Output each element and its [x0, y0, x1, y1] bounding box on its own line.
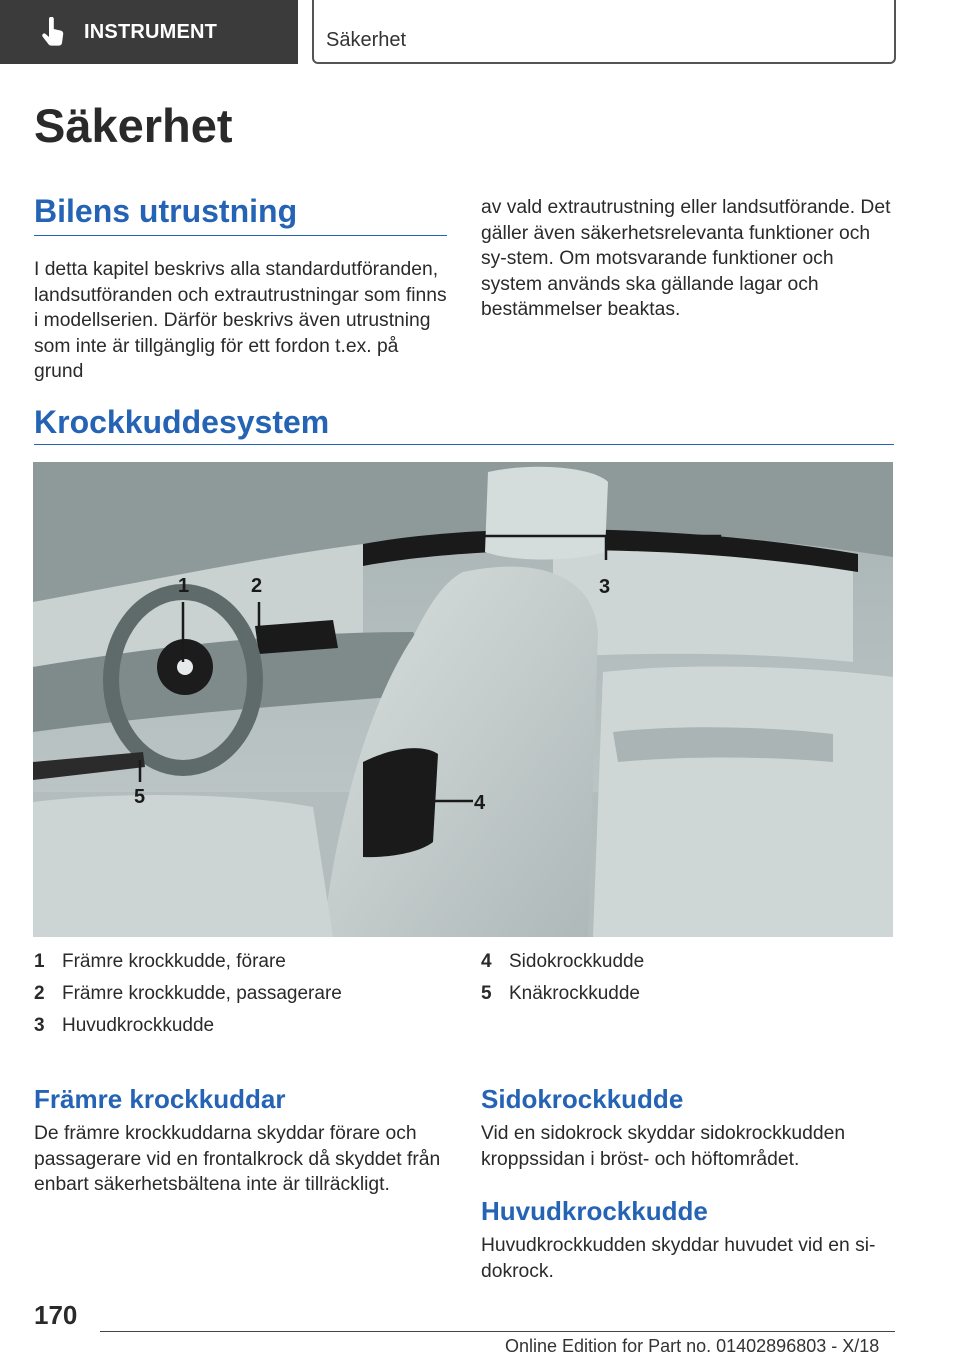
section-header [312, 0, 896, 64]
callout-3: 3 [599, 576, 611, 598]
tap-hand-icon [40, 17, 66, 47]
legend-text: Knäkrockkudde [509, 983, 640, 1004]
legend-item [481, 946, 644, 978]
section-title-airbag-system: Krockkuddesystem [34, 404, 330, 440]
page-title: Säkerhet [34, 99, 233, 152]
figure-legend-right [481, 946, 644, 1010]
legend-number: 3 [34, 1015, 45, 1036]
legend-number: 4 [481, 951, 492, 972]
legend-number: 1 [34, 951, 45, 972]
legend-text: Främre krockkudde, förare [62, 951, 286, 972]
legend-text: Främre krockkudde, passagerare [62, 983, 342, 1004]
section-rule [34, 444, 894, 445]
callout-5: 5 [134, 786, 146, 808]
legend-number: 5 [481, 983, 492, 1004]
callout-2: 2 [251, 575, 263, 597]
section-rule [34, 235, 447, 236]
footer-rule [100, 1331, 895, 1332]
front-airbags-paragraph: De främre krockkuddarna skyddar förare och passagerare vid en frontalkrock då skyddet från enbart säkerhetsbältena inte är tillräckligt. [34, 1123, 441, 1195]
legend-item [34, 946, 342, 978]
equipment-paragraph-right: av vald extrautrustning eller landsutförande. Det gäller även säkerhetsrelevanta funktioner och sy-stem. Om motsvarande funktioner och system används ska gällande lagar och bestämmelser beaktas. [481, 197, 891, 320]
section-label: Säkerhet [326, 29, 407, 51]
subsection-title-front-airbags: Främre krockkuddar [34, 1084, 286, 1114]
legend-item [34, 1010, 342, 1042]
legend-text: Huvudkrockkudde [62, 1015, 215, 1036]
subsection-title-head-airbag: Huvudkrockkudde [481, 1196, 708, 1226]
section-title-equipment: Bilens utrustning [34, 193, 298, 229]
page-number: 170 [34, 1300, 78, 1330]
head-airbag-paragraph: Huvudkrockkudden skyddar huvudet vid en si-dokrock. [481, 1235, 876, 1282]
car-interior-illustration [33, 462, 893, 937]
chapter-tab[interactable] [0, 0, 298, 64]
callout-4: 4 [474, 792, 486, 814]
equipment-paragraph-left: I detta kapitel beskrivs alla standardutföranden, landsutföranden och extrautrustningar som finns i modellserien. Därför beskrivs även utrustning som inte är tillgänglig för ett fordon t.ex. på grund [34, 259, 447, 382]
subsection-title-side-airbag: Sidokrockkudde [481, 1084, 684, 1114]
edition-footer: Online Edition for Part no. 01402896803 - X/18 [505, 1336, 880, 1356]
legend-item [34, 978, 342, 1010]
legend-text: Sidokrockkudde [509, 951, 645, 972]
chapter-label: INSTRUMENT [84, 20, 218, 43]
legend-item [481, 978, 644, 1010]
legend-number: 2 [34, 983, 45, 1004]
airbag-system-figure [33, 462, 893, 937]
figure-legend-left [34, 946, 342, 1042]
side-airbag-paragraph: Vid en sidokrock skyddar sidokrockkudden kroppssidan i bröst- och höftområdet. [481, 1123, 846, 1170]
callout-1: 1 [178, 575, 190, 597]
